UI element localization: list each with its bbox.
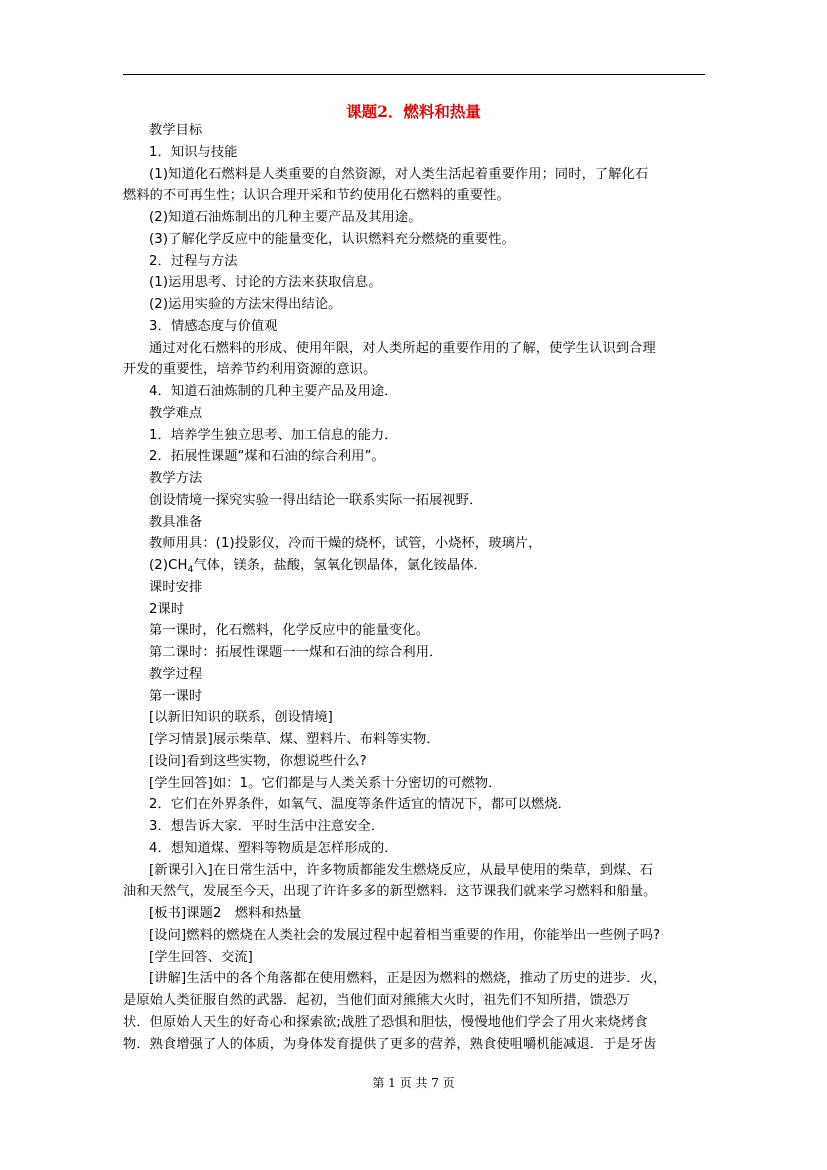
text-line: 课时安排 (149, 579, 203, 595)
text-line: 4．想知道煤、塑料等物质是怎样形成的． (149, 840, 398, 856)
text-line: (2)运用实验的方法宋得出结论。 (149, 297, 342, 312)
header-rule (123, 74, 705, 75)
text-line: 第二课时：拓展性课题一一煤和石油的综合利用． (149, 645, 443, 660)
text-line: 燃料的不可再生性；认识合理开采和节约使用化石燃料的重要性。 (123, 188, 510, 204)
text-line: [学习情景]展示柴草、煤、塑料片、布料等实物． (149, 732, 440, 747)
text-line: 教学过程 (149, 666, 203, 682)
formula-rest: 气体，镁条，盐酸，氢氧化钡晶体，氯化铵晶体． (193, 558, 487, 573)
text-line: 第一课时 (149, 688, 203, 704)
text-line: 3．想告诉大家．平时生活中注意安全． (149, 819, 385, 834)
text-line (123, 555, 708, 577)
text-line: (3)了解化学反应中的能量变化，认识燃料充分燃烧的重要性。 (149, 231, 515, 247)
text-line: 教师用具：(1)投影仪，冷而干燥的烧杯，试管，小烧杯，玻璃片， (149, 536, 542, 552)
text-line: [板书]课题2 燃料和热量 (149, 906, 302, 921)
text-line: 开发的重要性，培养节约利用资源的意识。 (123, 362, 377, 378)
document-body (123, 120, 708, 1055)
text-line: 第一课时，化石燃料，化学反应中的能量变化。 (149, 623, 430, 639)
formula-subscript: 4 (187, 565, 194, 575)
text-line: (2)知道石油炼制出的几种主要产品及其用途。 (149, 210, 422, 225)
text-line: 教学方法 (149, 471, 203, 486)
text-line: 状．但原始人天生的好奇心和探索欲;战胜了恐惧和胆怯，慢慢地他们学会了用火来烧烤食 (123, 1014, 648, 1030)
text-line: [设问]看到这些实物，你想说些什么? (149, 753, 367, 769)
text-line: 2课时 (149, 601, 185, 617)
text-line: 2．拓展性课题“煤和石油的综合利用”。 (149, 449, 385, 465)
page-title: 课题2．燃料和热量 (346, 102, 481, 121)
text-line: 4．知道石油炼制的几种主要产品及用途． (149, 384, 398, 399)
text-line: [新课引入]在日常生活中，许多物质都能发生燃烧反应，从最早使用的柴草，到煤、石 (149, 862, 654, 878)
text-line: 油和天然气，发展至今天，出现了许许多多的新型燃料．这节课我们就来学习燃料和船量。 (123, 884, 657, 900)
text-line: 创设情境一探究实验一得出结论一联系实际一拓展视野． (149, 492, 483, 508)
text-line: [学生回答]如：1。它们都是与人类关系十分密切的可燃物． (149, 775, 502, 791)
text-line: 2．过程与方法 (149, 253, 238, 269)
formula-text: (2)CH (149, 558, 188, 573)
text-line: 教学难点 (149, 405, 203, 421)
text-line: [以新旧知识的联系，创设情境] (149, 710, 333, 726)
text-line: 通过对化石燃料的形成、使用年限，对人类所起的重要作用的了解，使学生认识到合理 (149, 340, 656, 356)
text-line: 教学目标 (149, 123, 203, 138)
text-line: 物．熟食增强了人的体质，为身体发育提供了更多的营养，熟食使咀嚼机能减退．于是牙齿 (123, 1036, 657, 1052)
text-line: [讲解]生活中的各个角落都在使用燃料，正是因为燃料的燃烧，推动了历史的进步．火， (149, 971, 667, 987)
text-line: [学生回答、交流] (149, 949, 253, 965)
text-line: 3．情感态度与价值观 (149, 318, 278, 334)
text-line: 是原始人类征服自然的武器．起初，当他们面对熊熊大火时，祖先们不知所措，馈恐万 (123, 993, 630, 1008)
text-line: 1．知识与技能 (149, 144, 238, 160)
text-line: 教具准备 (149, 514, 203, 530)
text-line: 1．培养学生独立思考、加工信息的能力． (149, 427, 398, 443)
text-line: (1)知道化石燃料是人类重要的自然资源，对人类生活起着重要作用；同时，了解化石 (149, 166, 649, 182)
text-line: (1)运用思考、讨论的方法来获取信息。 (149, 275, 382, 291)
text-line: 2．它们在外界条件，如氧气、温度等条件适宜的情况下，都可以燃烧． (149, 797, 571, 813)
text-line: [设问]燃料的燃烧在人类社会的发展过程中起着相当重要的作用，你能举出一些例子吗? (149, 927, 661, 943)
page-footer: 第 1 页 共 7 页 (372, 1076, 455, 1090)
